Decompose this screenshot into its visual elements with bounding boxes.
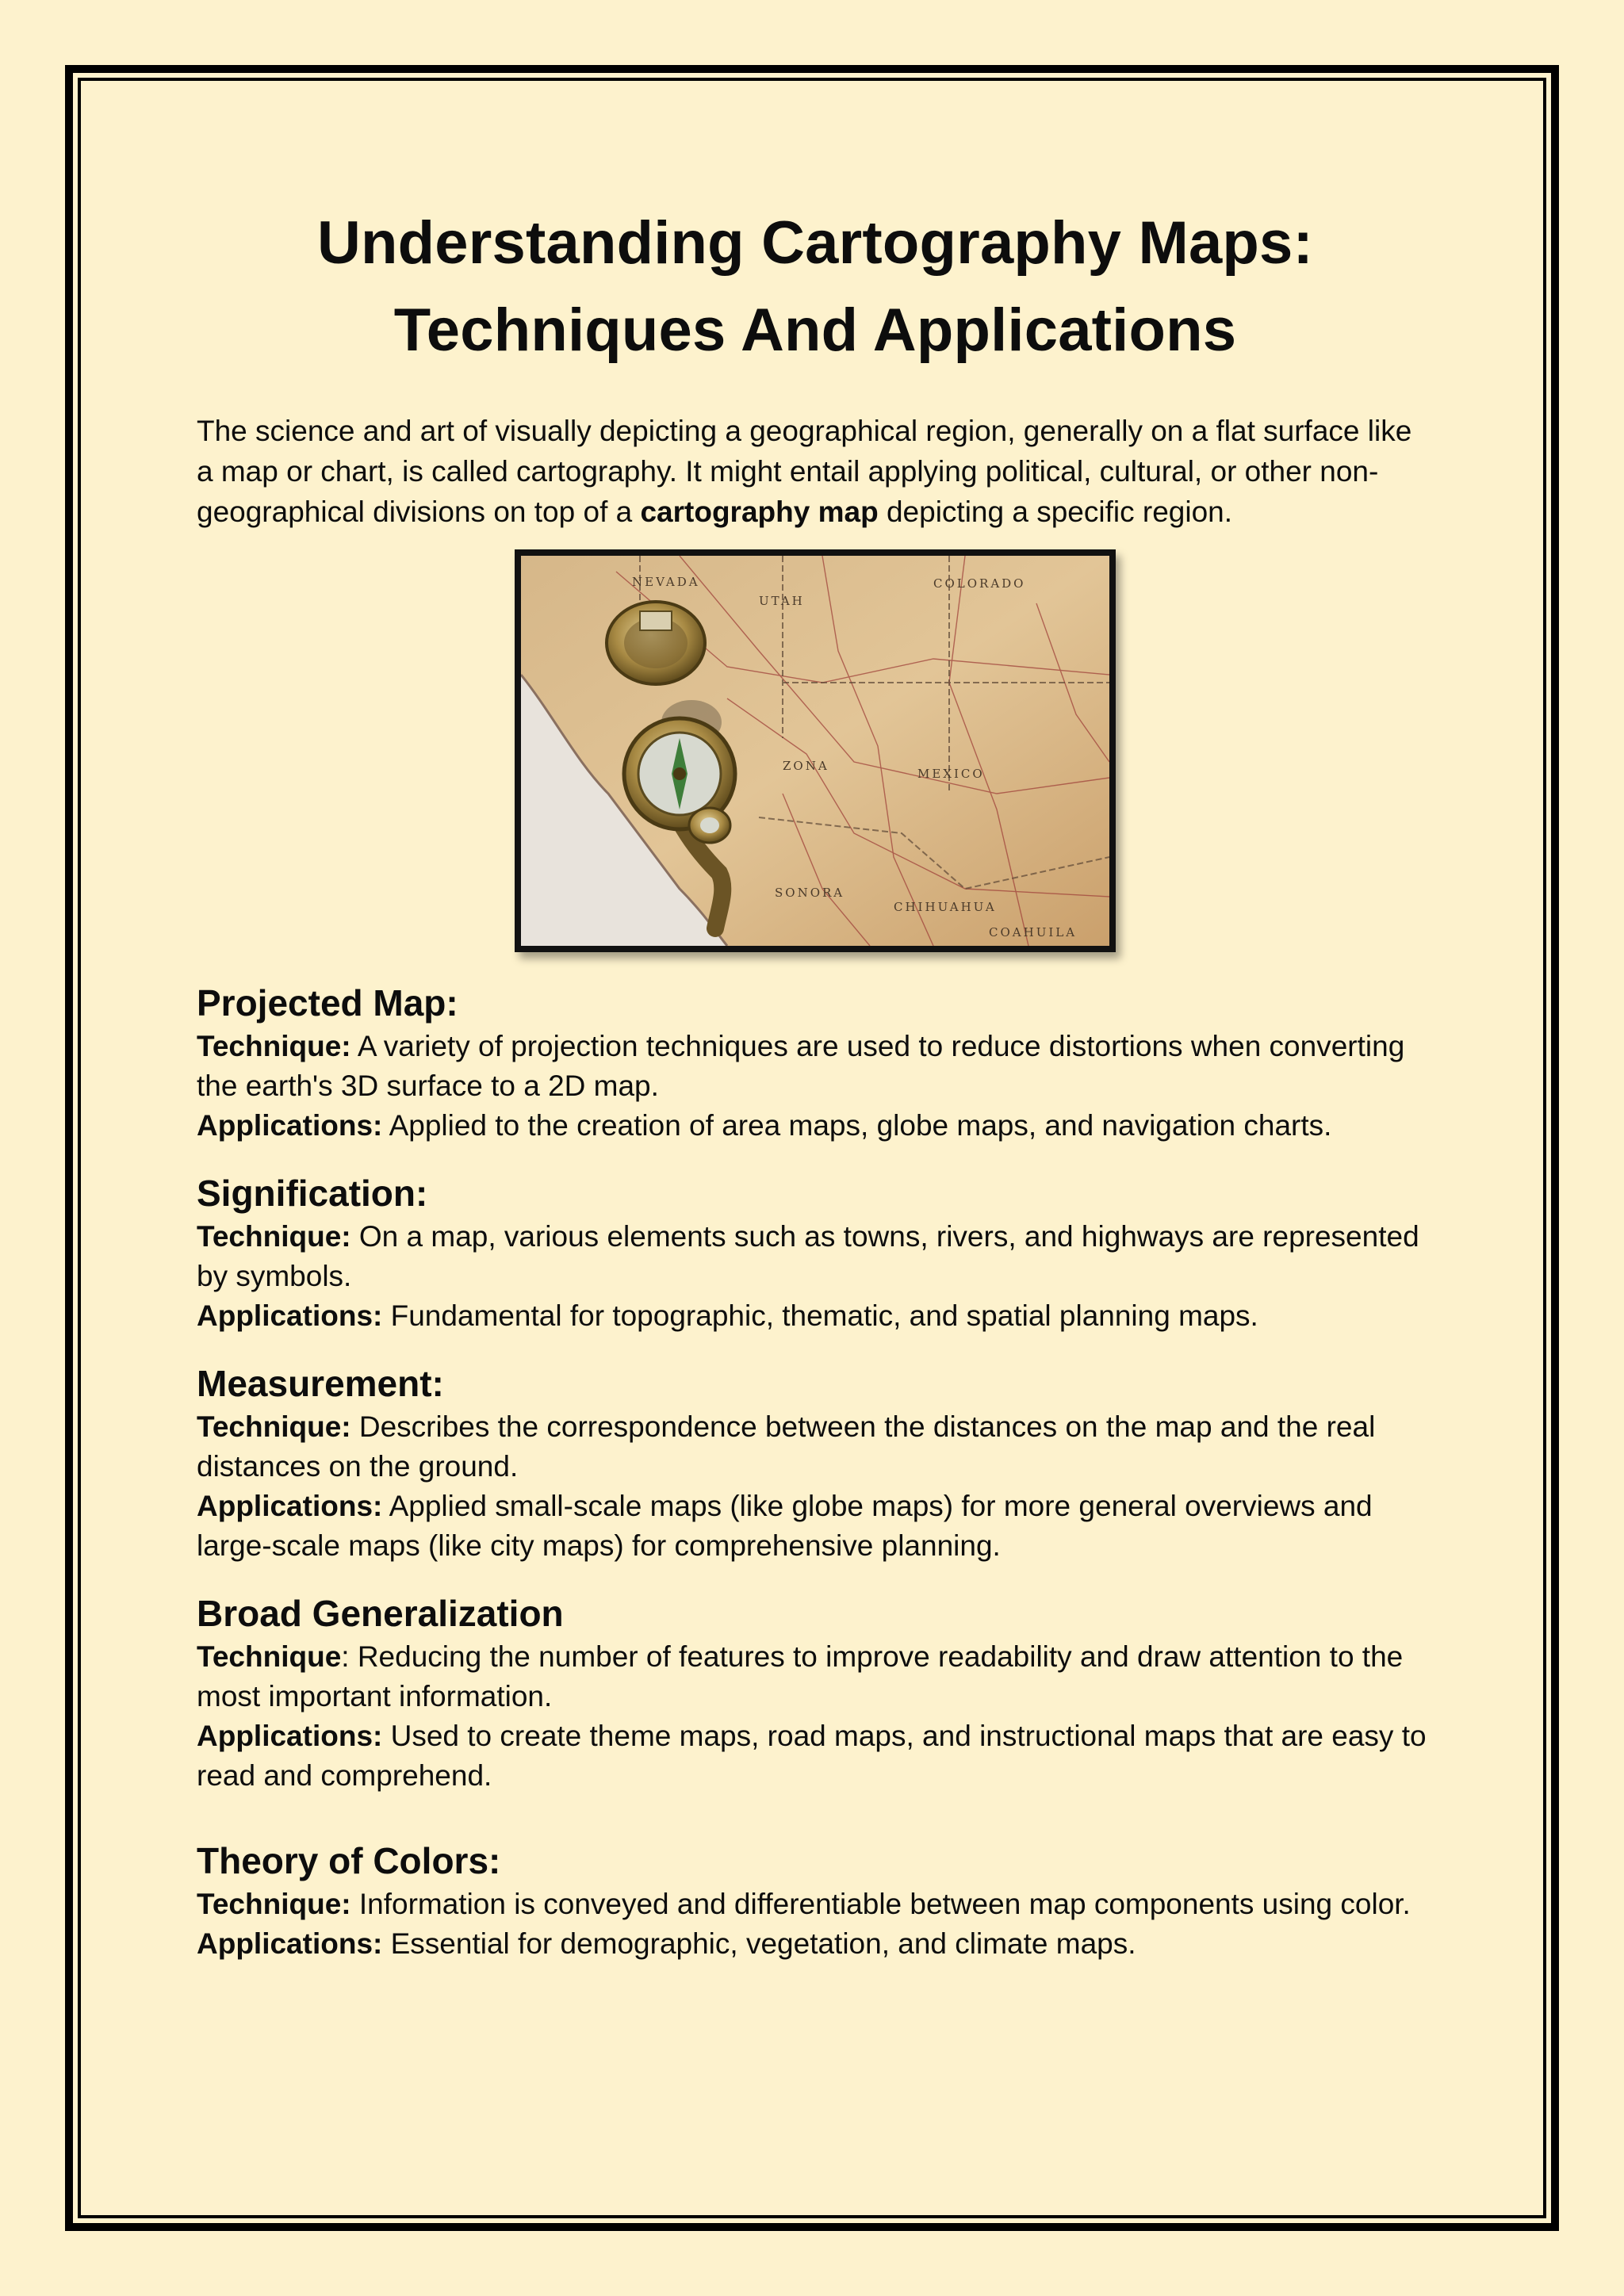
applications-text: Applied to the creation of area maps, globe maps, and navigation charts.	[382, 1109, 1332, 1142]
intro-bold-term: cartography map	[640, 496, 879, 528]
technique-text: Information is conveyed and differentiable between map components using color.	[350, 1888, 1411, 1920]
map-illustration	[521, 556, 1109, 946]
applications-line	[197, 1924, 1434, 1964]
intro-paragraph	[197, 411, 1434, 532]
section-heading: Theory of Colors:	[197, 1840, 501, 1881]
technique-label: Technique:	[197, 1410, 351, 1443]
map-label-colorado: COLORADO	[933, 576, 1026, 591]
map-label-coahuila: COAHUILA	[989, 925, 1078, 939]
applications-label: Applications:	[197, 1109, 383, 1142]
title-line-2: Techniques And Applications	[393, 297, 1237, 364]
technique-text: On a map, various elements such as towns, rivers, and highways are represented by symbols.	[197, 1220, 1419, 1292]
applications-label: Applications:	[197, 1720, 383, 1752]
section-heading: Projected Map:	[197, 982, 458, 1024]
intro-text-end: depicting a specific region.	[878, 496, 1232, 528]
section-broad-generalization	[197, 1590, 1434, 1796]
technique-label: Technique:	[197, 1030, 351, 1062]
map-compass-photo	[515, 549, 1116, 952]
section-heading: Measurement:	[197, 1363, 444, 1404]
page-title	[197, 200, 1434, 374]
applications-label: Applications:	[197, 1927, 383, 1960]
applications-line	[197, 1487, 1434, 1566]
technique-text: A variety of projection techniques are used to reduce distortions when converting the earth's 3D surface to a 2D map.	[197, 1030, 1405, 1102]
map-label-zona: ZONA	[783, 759, 829, 773]
applications-text: Used to create theme maps, road maps, and instructional maps that are easy to read and comprehend.	[197, 1720, 1427, 1792]
map-label-mexico: MEXICO	[917, 767, 985, 781]
applications-text: Applied small-scale maps (like globe maps) for more general overviews and large-scale maps (like city maps) for comprehensive planning.	[197, 1490, 1373, 1562]
map-label-sonora: SONORA	[775, 886, 845, 900]
technique-label: Technique	[197, 1640, 342, 1673]
intro-text-start: The science and art of visually depicting a geographical region, generally on a flat surface like a map or chart, is called cartography. It might entail applying political, cultural, or other non-geographical divisions on top of a	[197, 415, 1412, 528]
applications-label: Applications:	[197, 1299, 383, 1332]
map-label-utah: UTAH	[759, 594, 805, 608]
technique-line	[197, 1217, 1434, 1296]
technique-line	[197, 1885, 1434, 1924]
applications-label: Applications:	[197, 1490, 383, 1522]
section-signification	[197, 1169, 1434, 1336]
map-label-nevada: NEVADA	[632, 575, 700, 589]
section-heading: Signification:	[197, 1173, 428, 1214]
technique-line	[197, 1407, 1434, 1487]
applications-line	[197, 1296, 1434, 1336]
section-projected-map	[197, 979, 1434, 1146]
applications-line	[197, 1106, 1434, 1146]
applications-text: Fundamental for topographic, thematic, and spatial planning maps.	[382, 1299, 1258, 1332]
technique-line	[197, 1027, 1434, 1106]
technique-label: Technique:	[197, 1220, 351, 1253]
section-measurement	[197, 1360, 1434, 1566]
technique-text: : Reducing the number of features to improve readability and draw attention to the most important information.	[197, 1640, 1404, 1712]
technique-label: Technique:	[197, 1888, 351, 1920]
document-content	[197, 200, 1434, 1964]
technique-line	[197, 1637, 1434, 1716]
map-label-chihuahua: CHIHUAHUA	[894, 900, 997, 914]
section-theory-of-colors	[197, 1837, 1434, 1964]
technique-text: Describes the correspondence between the distances on the map and the real distances on the ground.	[197, 1410, 1376, 1483]
applications-line	[197, 1716, 1434, 1796]
section-heading: Broad Generalization	[197, 1593, 564, 1634]
applications-text: Essential for demographic, vegetation, and climate maps.	[382, 1927, 1136, 1960]
title-line-1: Understanding Cartography Maps:	[316, 209, 1314, 277]
